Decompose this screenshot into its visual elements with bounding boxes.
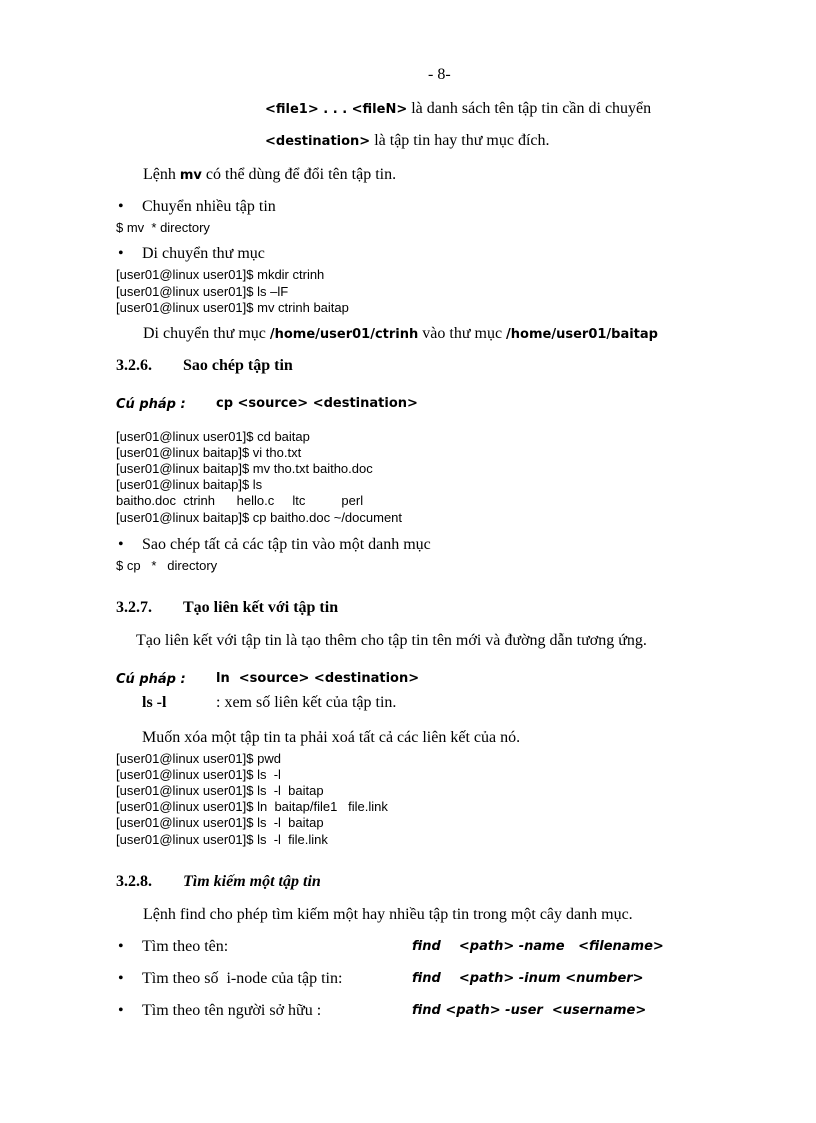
- ls-l-line: ls -l : xem số liên kết của tập tin.: [142, 694, 397, 711]
- code-line: [user01@linux baitap]$ ls: [116, 477, 263, 492]
- find-by-name-label: Tìm theo tên:: [142, 938, 229, 955]
- code-line: [user01@linux user01]$ pwd: [116, 751, 281, 766]
- find-by-user-label: Tìm theo tên người sở hữu :: [142, 1002, 322, 1019]
- find-by-name-cmd: find <path> -name <filename>: [412, 939, 664, 954]
- code-line: [user01@linux baitap]$ mv tho.txt baitho.doc: [116, 461, 373, 476]
- delete-note: Muốn xóa một tập tin ta phải xoá tất cả các liên kết của nó.: [142, 729, 521, 746]
- syntax-line: Cú pháp : ln <source> <destination>: [116, 671, 420, 687]
- code-line: [user01@linux baitap]$ vi tho.txt: [116, 445, 302, 460]
- files-desc: là danh sách tên tập tin cần di chuyển: [407, 100, 652, 117]
- find-by-user-cmd: find <path> -user <username>: [412, 1003, 647, 1018]
- code-line: [user01@linux user01]$ ls -l baitap: [116, 783, 324, 798]
- section-number: 3.2.7.: [116, 599, 152, 616]
- move-dir-label: Di chuyển thư mục: [142, 245, 265, 262]
- section-title: Tìm kiếm một tập tin: [183, 873, 321, 890]
- dest-code: <destination>: [265, 134, 371, 149]
- mv-rename-note: Lệnh mv có thể dùng để đổi tên tập tin.: [143, 166, 397, 183]
- move-many-label: Chuyển nhiều tập tin: [142, 198, 276, 215]
- find-by-inode-cmd: find <path> -inum <number>: [412, 971, 644, 986]
- code-line: baitho.doc ctrinh hello.c ltc perl: [116, 493, 364, 508]
- section-number: 3.2.6.: [116, 357, 152, 374]
- code-line: [user01@linux user01]$ cd baitap: [116, 429, 310, 444]
- section-title: Sao chép tập tin: [183, 357, 293, 374]
- mv-dest-param: [265, 132, 550, 150]
- bullet-icon: •: [118, 536, 124, 553]
- code-line: [user01@linux user01]$ ls -l file.link: [116, 832, 328, 847]
- bullet-icon: •: [118, 245, 124, 262]
- move-many-cmd: $ mv * directory: [116, 220, 210, 235]
- section-title: Tạo liên kết với tập tin: [183, 599, 339, 616]
- move-dir-desc: Di chuyển thư mục /home/user01/ctrinh vào thư mục /home/user01/baitap: [143, 325, 658, 342]
- code-line: [user01@linux user01]$ ls -l baitap: [116, 815, 324, 830]
- bullet-icon: •: [118, 938, 124, 955]
- find-by-inode-label: Tìm theo số i-node của tập tin:: [142, 970, 343, 987]
- copy-all-label: Sao chép tất cả các tập tin vào một danh mục: [142, 536, 431, 553]
- mv-files-param: [265, 100, 651, 118]
- syntax-line: Cú pháp : cp <source> <destination>: [116, 396, 418, 412]
- code-line: [user01@linux user01]$ ls –lF: [116, 284, 289, 299]
- copy-all-cmd: $ cp * directory: [116, 558, 218, 573]
- section-number: 3.2.8.: [116, 873, 152, 890]
- code-line: [user01@linux user01]$ mkdir ctrinh: [116, 267, 325, 282]
- code-line: [user01@linux user01]$ ls -l: [116, 767, 281, 782]
- page-number: - 8-: [428, 66, 451, 83]
- find-intro: Lệnh find cho phép tìm kiếm một hay nhiều tập tin trong một cây danh mục.: [143, 906, 633, 923]
- code-line: [user01@linux user01]$ ln baitap/file1 file.link: [116, 799, 388, 814]
- dest-desc: là tập tin hay thư mục đích.: [370, 132, 550, 149]
- bullet-icon: •: [118, 1002, 124, 1019]
- code-line: [user01@linux user01]$ mv ctrinh baitap: [116, 300, 349, 315]
- files-code: <file1> . . . <fileN>: [265, 102, 408, 117]
- link-intro: Tạo liên kết với tập tin là tạo thêm cho tập tin tên mới và đường dẫn tương ứng.: [136, 632, 647, 649]
- bullet-icon: •: [118, 198, 124, 215]
- bullet-icon: •: [118, 970, 124, 987]
- code-line: [user01@linux baitap]$ cp baitho.doc ~/document: [116, 510, 403, 525]
